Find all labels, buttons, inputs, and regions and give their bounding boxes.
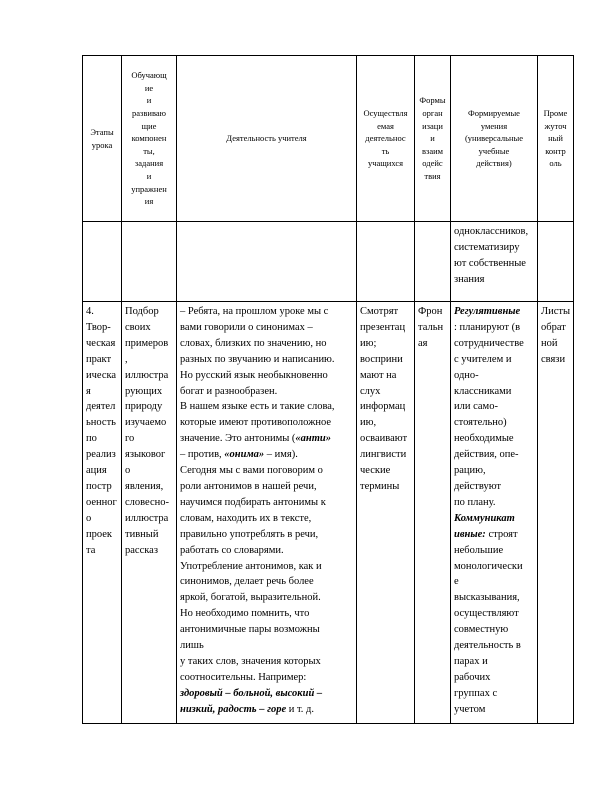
components-cell: Подбор своих примеров , иллюстра рующих природу изучаемо го языковог о явления, словесно- иллюстра тивный рассказ <box>122 302 177 724</box>
header-student-activity: Осуществля емая деятельнос ть учащихся <box>357 56 415 222</box>
stage-cell: 4. Твор- ческая практ ическа я деятел ьность по реализ ация постр оенног о проек та <box>83 302 122 724</box>
skills-cell: Регулятивные : планируют (в сотрудничестве с учителем и одно- классниками или само- стоятельно) необходимые действия, опе- рацию, действуют по плану. Коммуникат ивные: строят небольшие монологически е высказывания, осуществляют совместную деятельность в парах и рабочих группах с учетом <box>451 302 538 724</box>
header-stage: Этапы урока <box>83 56 122 222</box>
table-row <box>83 222 574 302</box>
skills-cell: одноклассников, систематизиру ют собственные знания <box>451 222 538 302</box>
teacher-activity-cell: – Ребята, на прошлом уроке мы с вами говорили о синонимах – словах, близких по значению, но разных по звучанию и написанию. Но русский язык необыкновенно богат и разнообразен. В нашем языке есть и такие слова, которые имеют противоположное значение. Это антонимы («анти» – против, «онима» – имя). Сегодня мы с вами поговорим о роли антонимов в нашей речи, научимся подбирать антонимы к словам, находить их в тексте, правильно употреблять в речи, работать со словарями. Употребление антонимов, как и синонимов, делает речь более яркой, богатой, выразительной. Но необходимо помнить, что антонимичные пары возможны лишь у таких слов, значения которых соотносительны. Например: здоровый – больной, высокий – низкий, радость – горе и т. д. <box>177 302 357 724</box>
table-row <box>83 302 574 724</box>
header-forms: Формы орган изаци и взаим одейс твия <box>415 56 451 222</box>
header-row <box>83 56 574 222</box>
control-cell: Листы обрат ной связи <box>538 302 574 724</box>
header-teacher-activity: Деятельность учителя <box>177 56 357 222</box>
header-control: Проме жуточ ный контр оль <box>538 56 574 222</box>
lesson-plan-table <box>82 55 574 724</box>
forms-cell: Фрон тальн ая <box>415 302 451 724</box>
student-activity-cell: Смотрят презентац ию; восприни мают на слух информац ию, осваивают лингвисти ческие термины <box>357 302 415 724</box>
header-components: Обучающ ие и развиваю щие компонен ты, задания и упражнен ия <box>122 56 177 222</box>
header-skills: Формируемые умения (универсальные учебные действия) <box>451 56 538 222</box>
